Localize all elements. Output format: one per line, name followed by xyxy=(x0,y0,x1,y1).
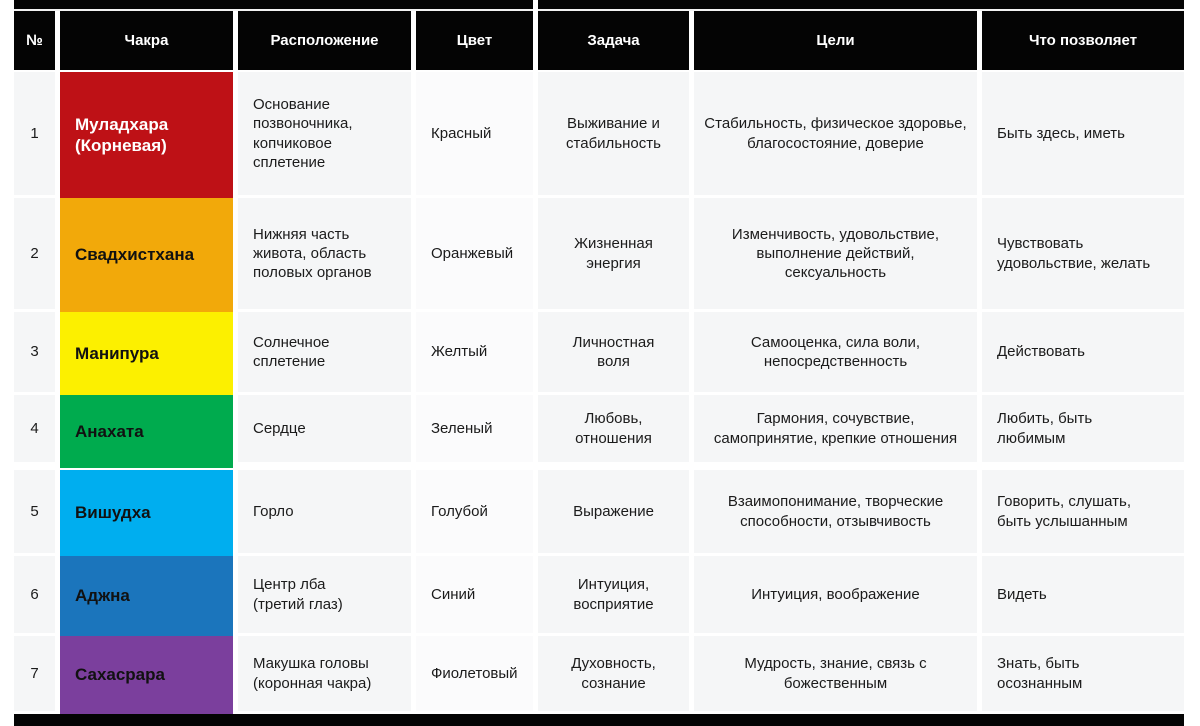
row5-location: Горло xyxy=(238,470,411,556)
row3-task: Личностная воля xyxy=(538,312,689,395)
row7-chakra: Сахасрара xyxy=(60,636,233,714)
row6-location: Центр лба (третий глаз) xyxy=(238,556,411,636)
row5-num: 5 xyxy=(14,470,55,556)
row1-goals: Стабильность, физическое здоровье, благосостояние, доверие xyxy=(694,72,977,198)
row2-goals: Изменчивость, удовольствие, выполнение действий, сексуальность xyxy=(694,198,977,312)
row7-num: 7 xyxy=(14,636,55,714)
header-chakra: Чакра xyxy=(60,11,233,72)
row1-chakra: Муладхара (Корневая) xyxy=(60,72,233,198)
row2-num: 2 xyxy=(14,198,55,312)
row1-location: Основание позвоночника, копчиковое сплетение xyxy=(238,72,411,198)
row2-chakra: Свадхистхана xyxy=(60,198,233,312)
row7-allows: Знать, быть осознанным xyxy=(982,636,1184,714)
row5-color: Голубой xyxy=(416,470,533,556)
row6-task: Интуиция, восприятие xyxy=(538,556,689,636)
row6-goals: Интуиция, воображение xyxy=(694,556,977,636)
row4-location: Сердце xyxy=(238,395,411,470)
row5-goals: Взаимопонимание, творческие способности, отзывчивость xyxy=(694,470,977,556)
header-task: Задача xyxy=(538,11,689,72)
row2-task: Жизненная энергия xyxy=(538,198,689,312)
row2-allows: Чувствовать удовольствие, желать xyxy=(982,198,1184,312)
row3-allows: Действовать xyxy=(982,312,1184,395)
row1-allows: Быть здесь, иметь xyxy=(982,72,1184,198)
header-goals: Цели xyxy=(694,11,977,72)
row2-color: Оранжевый xyxy=(416,198,533,312)
row3-location: Солнечное сплетение xyxy=(238,312,411,395)
row7-task: Духовность, сознание xyxy=(538,636,689,714)
row5-allows: Говорить, слушать, быть услышанным xyxy=(982,470,1184,556)
row7-location: Макушка головы (коронная чакра) xyxy=(238,636,411,714)
row4-task: Любовь, отношения xyxy=(538,395,689,470)
header-color: Цвет xyxy=(416,11,533,72)
row3-goals: Самооценка, сила воли, непосредственность xyxy=(694,312,977,395)
row3-num: 3 xyxy=(14,312,55,395)
row4-allows: Любить, быть любимым xyxy=(982,395,1184,470)
header-cap-right xyxy=(538,0,1184,11)
row7-goals: Мудрость, знание, связь с божественным xyxy=(694,636,977,714)
row6-allows: Видеть xyxy=(982,556,1184,636)
row3-chakra: Манипура xyxy=(60,312,233,395)
row7-color: Фиолетовый xyxy=(416,636,533,714)
chakra-table xyxy=(14,0,1184,726)
row1-num: 1 xyxy=(14,72,55,198)
header-num: № xyxy=(14,11,55,72)
row1-task: Выживание и стабильность xyxy=(538,72,689,198)
row6-chakra: Аджна xyxy=(60,556,233,636)
row4-num: 4 xyxy=(14,395,55,470)
row6-num: 6 xyxy=(14,556,55,636)
row2-location: Нижняя часть живота, область половых органов xyxy=(238,198,411,312)
row5-task: Выражение xyxy=(538,470,689,556)
row5-chakra: Вишудха xyxy=(60,470,233,556)
table-bottom-bar xyxy=(14,714,1184,726)
row4-chakra: Анахата xyxy=(60,395,233,470)
row6-color: Синий xyxy=(416,556,533,636)
row1-color: Красный xyxy=(416,72,533,198)
row4-goals: Гармония, сочувствие, самопринятие, крепкие отношения xyxy=(694,395,977,470)
header-cap-left xyxy=(14,0,533,11)
header-allows: Что позволяет xyxy=(982,11,1184,72)
row3-color: Желтый xyxy=(416,312,533,395)
header-location: Расположение xyxy=(238,11,411,72)
row4-color: Зеленый xyxy=(416,395,533,470)
